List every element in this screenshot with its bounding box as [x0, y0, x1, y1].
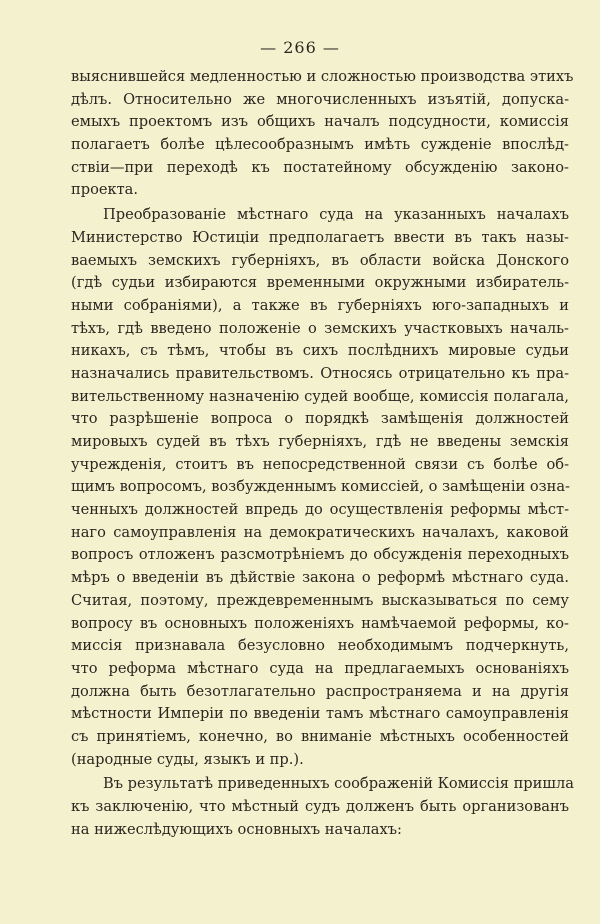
text-line: емыхъ проектомъ изъ общихъ началъ подсудности, комиссія [71, 113, 569, 131]
text-line: дѣлъ. Относительно же многочисленныхъ изъятій, допуска- [71, 90, 569, 108]
text-line: на нижеслѣдующихъ основныхъ началахъ: [71, 820, 402, 838]
text-line: мировыхъ судей въ тѣхъ губерніяхъ, гдѣ не введены земскія [71, 433, 569, 450]
text-line: вопросу въ основныхъ положеніяхъ намѣчаемой реформы, ко- [71, 614, 569, 632]
text-line: проекта. [71, 181, 139, 199]
text-line: ваемыхъ земскихъ губерніяхъ, въ области войска Донского [71, 251, 569, 269]
text-line: съ принятіемъ, конечно, во вниманіе мѣстныхъ особенностей [71, 727, 569, 745]
text-line: (гдѣ судьи избираются временными окружными избиратель- [71, 274, 569, 292]
text-line: Въ результатѣ приведенныхъ соображеній Комиссія пришла [103, 775, 574, 793]
text-line: Считая, поэтому, преждевременнымъ высказываться по сему [71, 591, 569, 609]
text-line: выяснившейся медленностью и сложностью производства этихъ [71, 68, 574, 85]
text-line: мѣръ о введеніи въ дѣйствіе закона о реформѣ мѣстнаго суда. [71, 569, 569, 587]
text-line: тѣхъ, гдѣ введено положеніе о земскихъ участковыхъ началь- [71, 319, 569, 337]
paragraph [71, 204, 569, 771]
text-line: ченныхъ должностей впредь до осуществленія реформы мѣст- [71, 501, 569, 519]
text-line: къ заключенію, что мѣстный судъ долженъ быть организованъ [71, 798, 569, 815]
text-line: назначались правительствомъ. Относясь отрицательно къ пра- [71, 364, 569, 382]
text-line: полагаетъ болѣе цѣлесообразнымъ имѣть сужденіе впослѣд- [71, 136, 569, 154]
text-line: никахъ, съ тѣмъ, чтобы въ сихъ послѣднихъ мировые судьи [71, 342, 569, 360]
text-line: что разрѣшеніе вопроса о порядкѣ замѣщенія должностей [71, 410, 569, 428]
text-line: что реформа мѣстнаго суда на предлагаемыхъ основаніяхъ [71, 659, 569, 677]
paragraph [71, 66, 574, 202]
text-line: ствіи—при переходѣ къ постатейному обсужденію законо- [71, 158, 569, 176]
text-line: наго самоуправленія на демократическихъ началахъ, каковой [71, 523, 569, 541]
text-line: вопросъ отложенъ разсмотрѣніемъ до обсужденія переходныхъ [71, 546, 569, 564]
text-line: мѣстности Имперіи по введеніи тамъ мѣстнаго самоуправленія [71, 705, 569, 723]
text-line: учрежденія, стоитъ въ непосредственной связи съ болѣе об- [71, 455, 569, 473]
text-line: щимъ вопросомъ, возбужденнымъ комиссіей, о замѣщеніи озна- [71, 478, 570, 496]
text-line: должна быть безотлагательно распространяема и на другія [71, 682, 569, 700]
text-line: (народные суды, языкъ и пр.). [71, 750, 304, 768]
text-line: вительственному назначенію судей вообще, комиссія полагала, [71, 387, 569, 405]
text-line: ными собраніями), а также въ губерніяхъ юго-западныхъ и [71, 296, 569, 314]
text-line: Министерство Юстиціи предполагаетъ ввести въ такъ назы- [71, 228, 569, 246]
text-line: Преобразованіе мѣстнаго суда на указанныхъ началахъ [103, 206, 569, 224]
page-number: — 266 — [260, 38, 340, 57]
body-text [71, 66, 574, 841]
text-line: миссія признавала безусловно необходимымъ подчеркнуть, [71, 637, 569, 655]
paragraph [71, 773, 574, 841]
